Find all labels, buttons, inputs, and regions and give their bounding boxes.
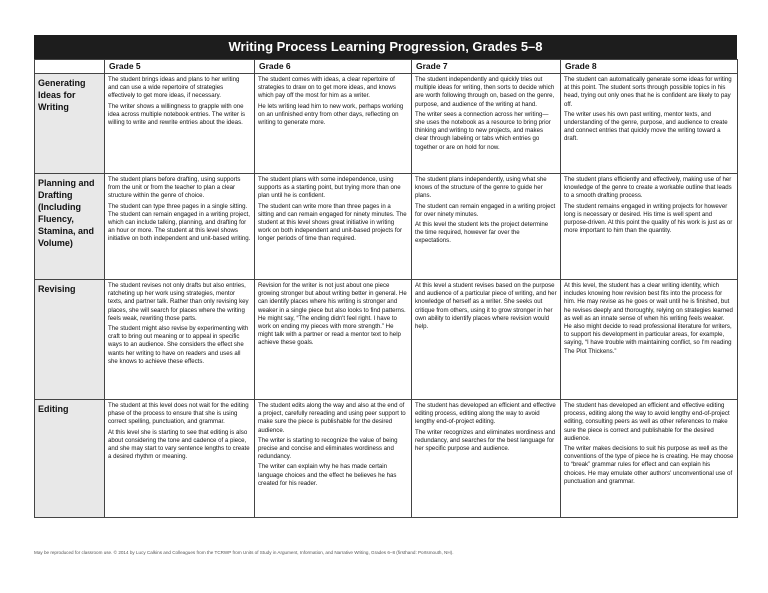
cell-paragraph: The student plans before drafting, using supports from the unit or from the teacher to plan a clear structure within the genre of choice. (108, 176, 241, 200)
cell-paragraph: The writer makes decisions to suit his purpose as well as the conventions of the type of piece he is creating. He may choose to “break” grammar rules for effect and can explain his choices. He may emulate other authors' unconventional use of punctuation and grammar. (564, 445, 734, 485)
row-header: Revising (35, 280, 105, 400)
cell-paragraph: The writer is starting to recognize the value of being precise and concise and eliminates wordiness and redundancy. (258, 436, 398, 461)
cell-paragraph: At this level she is starting to see that editing is also about considering the tone and cadence of a piece, and she may start to vary sentence lengths to create a desired rhythm or meaning. (108, 428, 250, 461)
cell-paragraph: The student has developed an efficient and effective editing process, editing along the way to avoid lengthy end-of-project editing. (415, 402, 556, 426)
cell-paragraph: The writer can explain why he has made certain language choices and the effect he believes he has created for his reader. (258, 463, 397, 487)
row-header: Editing (35, 400, 105, 518)
cell-paragraph: The student has developed an efficient and effective editing process, editing along the way to avoid lengthy end-of-project editing, consulting peers as well as other references to make sure the piece is correct and publishable for the desired audience. (564, 402, 730, 442)
cell-paragraph: The writer shows a willingness to grapple with one idea across multiple notebook entries. The writer is willing to write and rewrite entries about the ideas. (108, 102, 246, 127)
cell-paragraph: He lets writing lead him to new work, perhaps working on an unfinished entry from other days, reflecting on writing to generate more. (258, 102, 404, 127)
cell-paragraph: The student might also revise by experimenting with craft to bring out meaning or to appeal in specific ways to an audience. She considers the effect she wants her writing to have on readers and uses all she knows to achieve these effects. (108, 325, 249, 365)
table-cell (561, 280, 738, 400)
table-cell (255, 174, 412, 280)
header-row (35, 60, 738, 74)
row-header: Generating Ideas for Writing (35, 74, 105, 174)
table-cell (105, 174, 255, 280)
table-cell (412, 400, 561, 518)
table-cell (105, 400, 255, 518)
cell-paragraph: The student plans independently, using what she knows of the structure of the genre to guide her plans. (415, 176, 547, 200)
cell-paragraph: The student can write more than three pages in a sitting and can remain engaged for ninety minutes. The student at this level shows great initiative in writing work on both independent and unit-based projects for longer periods of time than required. (258, 202, 407, 243)
table-cell (105, 74, 255, 174)
cell-paragraph: The student plans efficiently and effectively, making use of her knowledge of the genre to create a workable outline that leads to a smooth drafting process. (564, 176, 732, 200)
cell-paragraph: At this level a student revises based on the purpose and audience of a particular piece of writing, and her knowledge of herself as a writer. She seeks out critique from others, using it to grow stronger in her own ability to identify places where revision would help. (415, 282, 557, 331)
cell-paragraph: The student plans with some independence, using supports as a starting point, but trying more than one plan until he is confident. (258, 176, 401, 200)
table-cell (561, 174, 738, 280)
table-row (35, 174, 738, 280)
cell-paragraph: The student can automatically generate some ideas for writing at this point. The student sorts through possible topics in his head, trying out only ones that he is confident are likely to pay off. (564, 76, 732, 108)
cell-paragraph: The student revises not only drafts but also entries, ratcheting up her work using strategies, mentor texts, and partner talk. Rather than only revising key places, she will search for places where the writing feels weak, rewriting those parts. (108, 282, 249, 322)
row-header: Planning and Drafting (Including Fluency, Stamina, and Volume) (35, 174, 105, 280)
cell-paragraph: The writer sees a connection across her writing—she uses the notebook as a resource to bring prior thinking and writing to new projects, and makes clear through labeling or tabs which entries go together or are on hold for now. (415, 110, 551, 151)
table-row (35, 74, 738, 174)
column-header: Grade 8 (561, 60, 738, 74)
table-cell (412, 74, 561, 174)
column-header: Grade 6 (255, 60, 412, 74)
cell-paragraph: The student can remain engaged in a writing project for over ninety minutes. (415, 202, 556, 218)
corner-cell (35, 60, 105, 74)
column-header: Grade 5 (105, 60, 255, 74)
table-cell (561, 400, 738, 518)
cell-paragraph: The writer recognizes and eliminates wordiness and redundancy, and searches for the best language for her specific purpose and audience. (415, 428, 556, 453)
progression-table (34, 59, 738, 518)
cell-paragraph: The student can type three pages in a single sitting. The student can remain engaged in a writing project, which can include talking, planning, and drafting for an hour or more. The student at this level shows initiative on both independent and unit-based writing. (108, 202, 251, 243)
cell-paragraph: The student brings ideas and plans to her writing and can use a wide repertoire of strategies effectively to get more ideas, if necessary. (108, 76, 240, 100)
table-row (35, 400, 738, 518)
cell-paragraph: The student remains engaged in writing projects for however long is necessary or desired. His time is well spent and purpose-driven. At this point the quality of his work is just as or more important to him than the quantity. (564, 202, 733, 235)
cell-paragraph: At this level the student lets the project determine the time required, however far over the expectations. (415, 221, 549, 245)
cell-paragraph: The student independently and quickly tries out multiple ideas for writing, then sorts to decide which are worth following through on, based on the genre, purpose, and audience of the writing at hand. (415, 76, 555, 108)
table-row (35, 280, 738, 400)
table-cell (412, 280, 561, 400)
table-cell (255, 74, 412, 174)
document-title: Writing Process Learning Progression, Grades 5–8 (34, 35, 737, 59)
table-cell (105, 280, 255, 400)
cell-paragraph: Revision for the writer is not just about one piece growing stronger but about writing better in general. He can identify places where his writing is stronger and weaker in a single piece but also looks to find patterns. He might say, “The ending didn't feel right. I have to work on ending my pieces with more strength.” He might talk with a partner or read a mentor text to help achieve these goals. (258, 282, 407, 347)
cell-paragraph: The student comes with ideas, a clear repertoire of strategies to draw on to get more ideas, and knows which pay off the most for him as a writer. (258, 76, 396, 100)
cell-paragraph: At this level, the student has a clear writing identity, which includes knowing how revision best fits into the process for him. He may revise as he goes or wait until he is finished, but he revises deeply and thoroughly, relying on strategies learned as well as an innate sense of when his writing feels weaker. He also might decide to read professional literature for writers, to support his development in particular areas, for example, saying, “I have trouble with maintaining conflict, so I'm reading The Plot Thickens.” (564, 282, 733, 355)
cell-paragraph: The student edits along the way and also at the end of a project, carefully rereading and using peer support to make sure the piece is publishable for the desired audience. (258, 402, 406, 434)
table-cell (255, 280, 412, 400)
table-cell (255, 400, 412, 518)
column-header: Grade 7 (412, 60, 561, 74)
cell-paragraph: The writer uses his own past writing, mentor texts, and understanding of the genre, purpose, and audience to create and connect entries that quickly move the writing toward a draft. (564, 110, 728, 143)
table-cell (561, 74, 738, 174)
cell-paragraph: The student at this level does not wait for the editing phase of the process to ensure that she is using correct spelling, punctuation, and grammar. (108, 402, 249, 426)
table-cell (412, 174, 561, 280)
copyright-footer: May be reproduced for classroom use. © 2014 by Lucy Calkins and Colleagues from the TCRWP from Units of Study in Argument, Information, and Narrative Writing, Grades 6–8 (firsthand: Portsmouth, NH). (34, 550, 454, 555)
